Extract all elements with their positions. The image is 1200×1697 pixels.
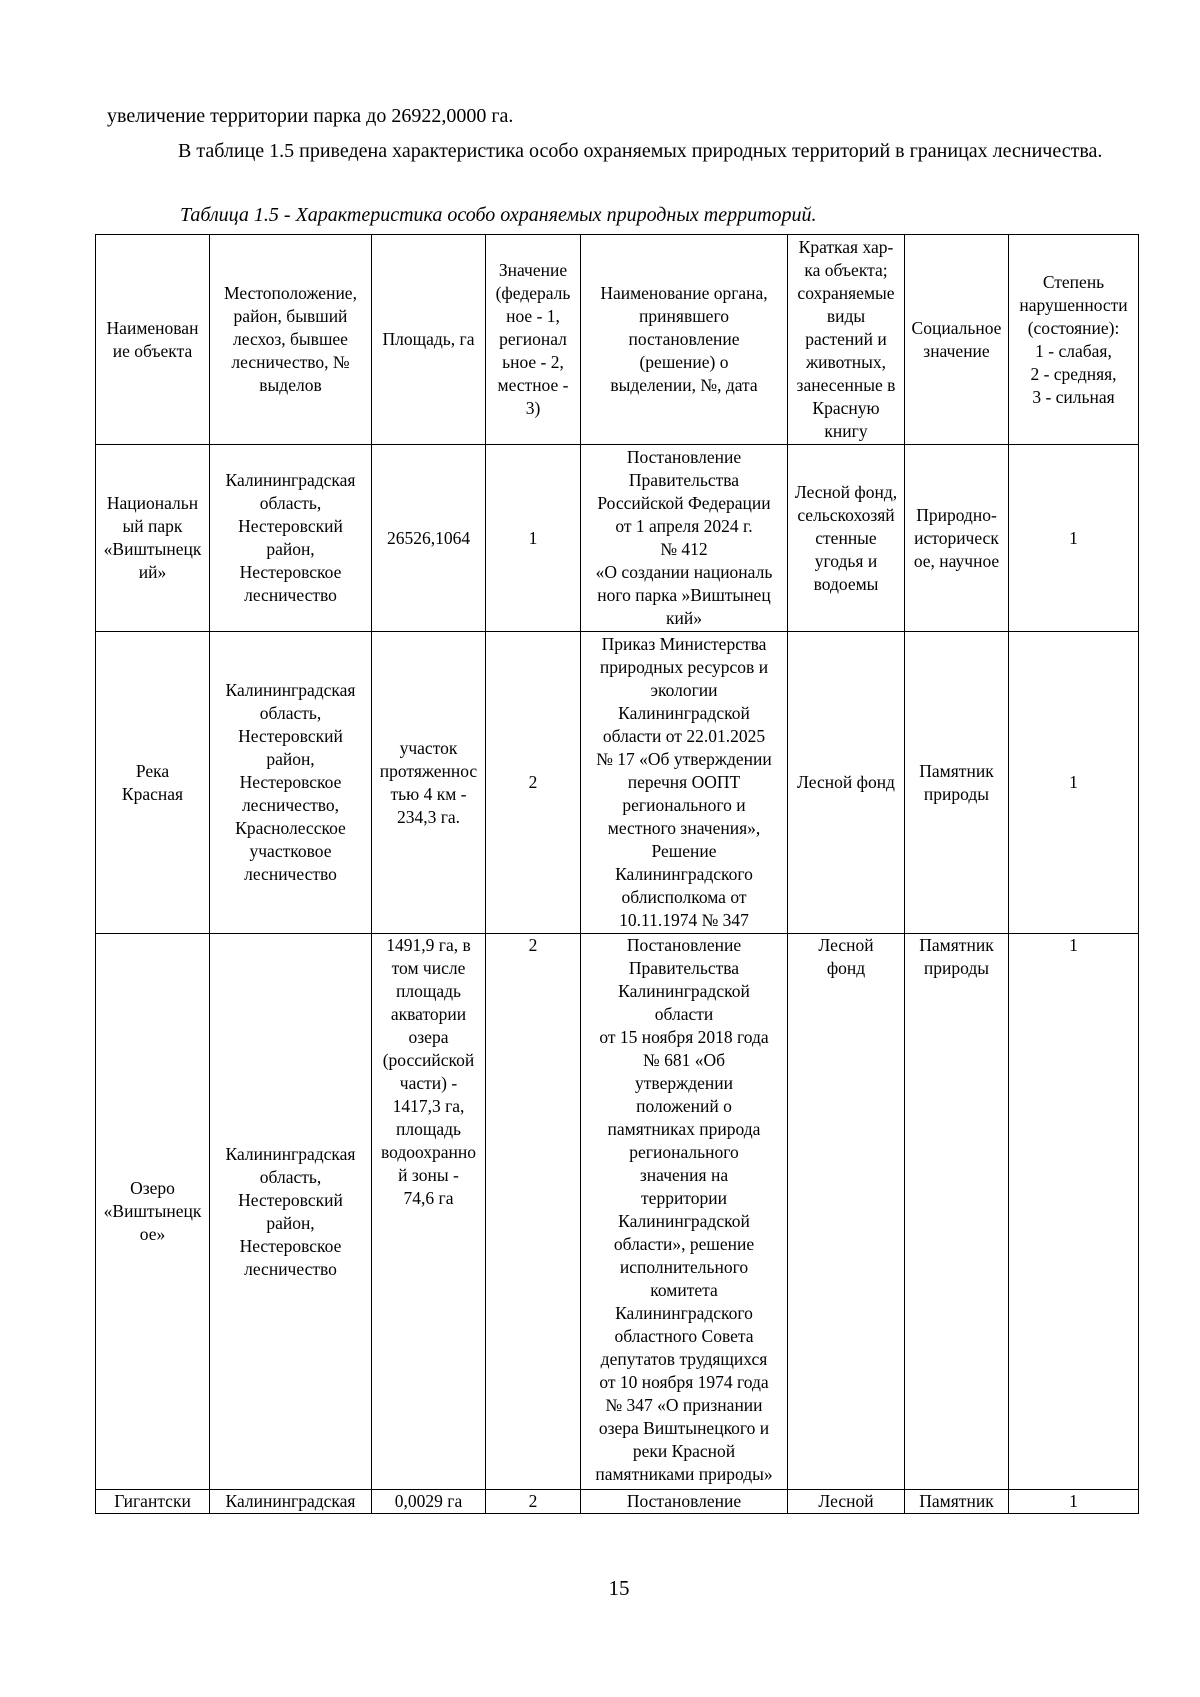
cell-text-line: ного парка »Виштынец — [597, 585, 771, 605]
cell-name — [96, 632, 210, 934]
cell-area — [372, 1490, 486, 1514]
cell-text-line: Правительства — [628, 470, 740, 490]
cell-text-line: ое» — [139, 1224, 166, 1244]
table-row-national-park — [96, 445, 1139, 632]
cell-text-line: ие объекта — [112, 340, 193, 361]
cell-text-line: «Виштынецк — [103, 1201, 202, 1221]
cell-text-line: положений о — [636, 1096, 732, 1116]
cell-text-line: утверждении — [635, 1073, 733, 1093]
cell-text-line: от 1 апреля 2024 г. — [615, 516, 753, 536]
cell-text-line: лесничество — [244, 864, 337, 884]
cell-text-line: № 17 «Об утверждении — [596, 749, 772, 769]
cell-text-line: 26526,1064 — [386, 527, 471, 548]
cell-text-line: (состояние): — [1027, 317, 1120, 338]
cell-text-line: Калининградская — [225, 1143, 356, 1164]
cell-location — [210, 934, 372, 1490]
cell-text-line: Природно- — [916, 504, 997, 525]
cell-text-line: растений и — [805, 329, 887, 349]
cell-text-line: кий» — [666, 608, 702, 628]
cell-text-line: Лесной — [818, 1491, 874, 1511]
cell-text-line: выделении, №, дата — [610, 375, 758, 395]
cell-text-line: № 412 — [660, 539, 708, 559]
cell-text-line: Калининградская — [225, 470, 356, 490]
cell-condition: 1 — [1009, 632, 1139, 934]
cell-text-line: озера — [408, 1027, 449, 1047]
cell-text-line: части) - — [399, 1073, 458, 1093]
cell-text-line: № 347 «О признании — [605, 1395, 763, 1415]
cell-text-line: местное - — [497, 375, 569, 395]
cell-text-line: регионального — [629, 1142, 739, 1162]
cell-name — [96, 934, 210, 1490]
cell-text-line: ое, научное — [913, 550, 1000, 571]
cell-text-line: Памятник — [919, 935, 994, 955]
cell-text-line: 10.11.1974 № 347 — [619, 910, 749, 930]
cell-text-line: лесхоз, бывшее — [233, 329, 348, 349]
cell-text-line: озера Виштынецкого и — [598, 1418, 770, 1438]
cell-area — [372, 934, 486, 1490]
cell-text-line: Постановление — [626, 1491, 742, 1511]
cell-text-line: 1491,9 га, в — [386, 935, 471, 955]
cell-significance: 2 — [486, 934, 581, 1490]
cell-text-line: комитета — [650, 1280, 718, 1300]
cell-text-line: Красную — [812, 398, 880, 418]
cell-text-line: 1 - слабая, — [1035, 340, 1112, 361]
cell-text-line: 234,3 га. — [396, 806, 461, 827]
cell-text-line: Калининградской — [618, 981, 750, 1001]
cell-text-line: (решение) о — [639, 352, 729, 372]
cell-text-line: Калининградская — [225, 680, 356, 700]
cell-text-line: депутатов трудящихся — [600, 1349, 768, 1369]
header-location — [210, 235, 372, 445]
table-row-vishtynets-lake — [96, 934, 1139, 1490]
cell-text-line: Нестеровское — [239, 1235, 342, 1256]
header-condition — [1009, 235, 1139, 445]
cell-text-line: постановление — [628, 329, 740, 349]
cell-text-line: природы — [923, 783, 990, 804]
cell-text-line: (федераль — [495, 283, 571, 303]
paragraph-table-intro: В таблице 1.5 приведена характеристика особо охраняемых природных территорий в границах лесничества. — [178, 140, 1103, 162]
cell-text-line: лесничество, № — [231, 352, 350, 372]
cell-text-line: лесничество, — [241, 795, 340, 815]
cell-description — [788, 1490, 905, 1514]
cell-text-line: Нестеровский — [238, 516, 343, 536]
cell-text-line: Площадь, га — [382, 329, 475, 349]
cell-text-line: 2 - средняя, — [1030, 363, 1117, 384]
cell-text-line: Местоположение, — [224, 283, 357, 303]
cell-text-line: памятниками природы» — [595, 1464, 773, 1484]
cell-text-line: площадь — [396, 981, 461, 1001]
cell-social — [905, 1490, 1009, 1514]
cell-text-line: Нестеровское — [239, 562, 342, 582]
cell-name — [96, 1490, 210, 1514]
cell-text-line: принявшего — [639, 306, 729, 326]
cell-text-line: Лесной фонд — [797, 772, 895, 792]
cell-text-line: области от 22.01.2025 — [602, 726, 766, 746]
cell-text-line: от 15 ноября 2018 года — [599, 1027, 769, 1047]
cell-text-line: нарушенности — [1019, 294, 1128, 315]
cell-document — [581, 934, 788, 1490]
cell-text-line: Краснолесское — [235, 818, 346, 838]
cell-text-line: регионал — [499, 329, 567, 349]
cell-text-line: Наименование органа, — [600, 283, 768, 303]
cell-text-line: ый парк — [122, 516, 183, 536]
protected-areas-table — [95, 234, 1139, 1514]
cell-significance: 2 — [486, 1490, 581, 1514]
cell-text-line: Постановление — [626, 447, 742, 467]
cell-text-line: водоемы — [813, 573, 879, 594]
cell-location — [210, 632, 372, 934]
header-authority-document — [581, 235, 788, 445]
cell-area — [372, 632, 486, 934]
cell-text-line: экологии — [650, 680, 718, 700]
cell-text-line: ное - 1, — [506, 306, 560, 326]
cell-text-line: Решение — [651, 841, 717, 861]
header-social-value — [905, 235, 1009, 445]
cell-text-line: выделов — [259, 375, 322, 395]
cell-text-line: Нестеровский — [238, 1189, 343, 1210]
cell-text-line: значения на — [639, 1165, 729, 1185]
header-object-name — [96, 235, 210, 445]
header-description — [788, 235, 905, 445]
cell-text-line: исполнительного — [619, 1257, 749, 1277]
cell-text-line: Красная — [121, 783, 184, 804]
cell-text-line: протяженнос — [379, 760, 478, 781]
cell-text-line: Лесной фонд, — [794, 481, 898, 502]
cell-text-line: участок — [399, 737, 458, 758]
cell-text-line: лесничество — [244, 585, 337, 605]
cell-text-line: тью 4 км - — [390, 783, 467, 804]
cell-text-line: ий» — [138, 562, 167, 582]
cell-social — [905, 445, 1009, 632]
cell-description — [788, 632, 905, 934]
cell-social — [905, 632, 1009, 934]
cell-text-line: № 681 «Об — [643, 1050, 725, 1070]
cell-text-line: Калининградского — [615, 864, 753, 884]
cell-text-line: площадь — [396, 1119, 461, 1139]
cell-text-line: Нестеровское — [239, 772, 342, 792]
cell-text-line: регионального и — [622, 795, 746, 815]
cell-text-line: Калининградская — [225, 1491, 356, 1511]
cell-text-line: водоохранно — [380, 1142, 477, 1162]
cell-text-line: животных, — [805, 352, 886, 372]
cell-document — [581, 1490, 788, 1514]
cell-text-line: область, — [259, 1166, 322, 1187]
cell-text-line: Озеро — [130, 1178, 175, 1198]
cell-text-line: Наименован — [106, 317, 199, 338]
cell-text-line: участковое — [249, 841, 332, 861]
cell-text-line: Калининградской — [618, 703, 750, 723]
cell-text-line: Приказ Министерства — [601, 634, 767, 654]
cell-text-line: занесенные в — [796, 375, 896, 395]
cell-text-line: район, — [266, 1212, 315, 1233]
cell-text-line: облисполкома от — [621, 887, 747, 907]
cell-text-line: памятниках природа — [607, 1119, 761, 1139]
cell-text-line: книгу — [824, 421, 868, 441]
page-number: 15 — [608, 1576, 630, 1600]
cell-significance: 2 — [486, 632, 581, 934]
cell-text-line: историческ — [914, 527, 999, 548]
cell-text-line: Краткая хар- — [798, 237, 894, 257]
cell-condition: 1 — [1009, 1490, 1139, 1514]
cell-text-line: Правительства — [628, 958, 740, 978]
cell-text-line: й зоны - — [398, 1165, 459, 1185]
cell-text-line: перечня ООПТ — [627, 772, 741, 792]
cell-text-line: 0,0029 га — [394, 1491, 463, 1511]
cell-text-line: стенные — [815, 527, 877, 548]
cell-text-line: областного Совета — [614, 1326, 754, 1346]
table-row-giant-trees — [96, 1490, 1139, 1514]
cell-text-line: Гигантски — [114, 1491, 191, 1511]
cell-text-line: сохраняемые — [797, 283, 895, 303]
cell-text-line: Социальное — [911, 317, 1002, 338]
cell-location — [210, 1490, 372, 1514]
cell-text-line: области — [654, 1004, 714, 1024]
header-area — [372, 235, 486, 445]
cell-text-line: район, — [266, 539, 315, 559]
cell-text-line: 74,6 га — [403, 1188, 454, 1208]
cell-text-line: области», решение — [613, 1234, 755, 1254]
cell-description — [788, 445, 905, 632]
header-significance — [486, 235, 581, 445]
cell-text-line: 3) — [525, 398, 541, 418]
cell-text-line: природы — [923, 958, 990, 978]
cell-text-line: Калининградской — [618, 1211, 750, 1231]
cell-text-line: Российской Федерации — [597, 493, 771, 513]
cell-text-line: от 10 ноября 1974 года — [599, 1372, 769, 1392]
cell-significance: 1 — [486, 445, 581, 632]
cell-document — [581, 632, 788, 934]
cell-text-line: «Виштынецк — [103, 539, 202, 559]
cell-text-line: (российской — [382, 1050, 475, 1070]
cell-text-line: том числе — [391, 958, 466, 978]
cell-social — [905, 934, 1009, 1490]
cell-text-line: 1417,3 га, — [392, 1096, 465, 1116]
cell-text-line: Степень — [1042, 271, 1105, 292]
cell-text-line: область, — [259, 493, 322, 513]
cell-text-line: акватории — [390, 1004, 467, 1024]
cell-text-line: Постановление — [626, 935, 742, 955]
cell-condition: 1 — [1009, 934, 1139, 1490]
cell-location — [210, 445, 372, 632]
cell-text-line: Река — [135, 760, 170, 781]
cell-name — [96, 445, 210, 632]
cell-text-line: сельскохозяй — [797, 504, 895, 525]
cell-text-line: значение — [923, 340, 990, 361]
cell-text-line: Лесной — [818, 935, 874, 955]
table-row-krasnaya-river — [96, 632, 1139, 934]
cell-text-line: Памятник — [919, 760, 994, 781]
cell-text-line: Калининградского — [615, 1303, 753, 1323]
cell-text-line: «О создании националь — [595, 562, 773, 582]
cell-text-line: виды — [826, 306, 866, 326]
cell-text-line: Значение — [498, 260, 568, 280]
paragraph-area-increase: увеличение территории парка до 26922,0000 га. — [107, 105, 514, 127]
cell-text-line: угодья и — [814, 550, 878, 571]
cell-text-line: район, бывший — [233, 306, 348, 326]
cell-text-line: Нестеровский — [238, 726, 343, 746]
cell-document — [581, 445, 788, 632]
cell-text-line: ьное - 2, — [502, 352, 564, 372]
table-header-row — [96, 235, 1139, 445]
cell-text-line: реки Красной — [632, 1441, 736, 1461]
cell-condition: 1 — [1009, 445, 1139, 632]
cell-text-line: Памятник — [919, 1491, 994, 1511]
cell-text-line: область, — [259, 703, 322, 723]
cell-description — [788, 934, 905, 1490]
cell-text-line: 3 - сильная — [1032, 386, 1115, 407]
table-caption: Таблица 1.5 - Характеристика особо охраняемых природных территорий. — [180, 204, 817, 226]
cell-text-line: природных ресурсов и — [599, 657, 769, 677]
cell-text-line: район, — [266, 749, 315, 769]
cell-text-line: фонд — [826, 958, 866, 978]
cell-text-line: лесничество — [244, 1258, 337, 1279]
cell-area — [372, 445, 486, 632]
cell-text-line: местного значения», — [607, 818, 761, 838]
cell-text-line: Национальн — [106, 493, 199, 513]
cell-text-line: ка объекта; — [804, 260, 888, 280]
cell-text-line: территории — [641, 1188, 727, 1208]
